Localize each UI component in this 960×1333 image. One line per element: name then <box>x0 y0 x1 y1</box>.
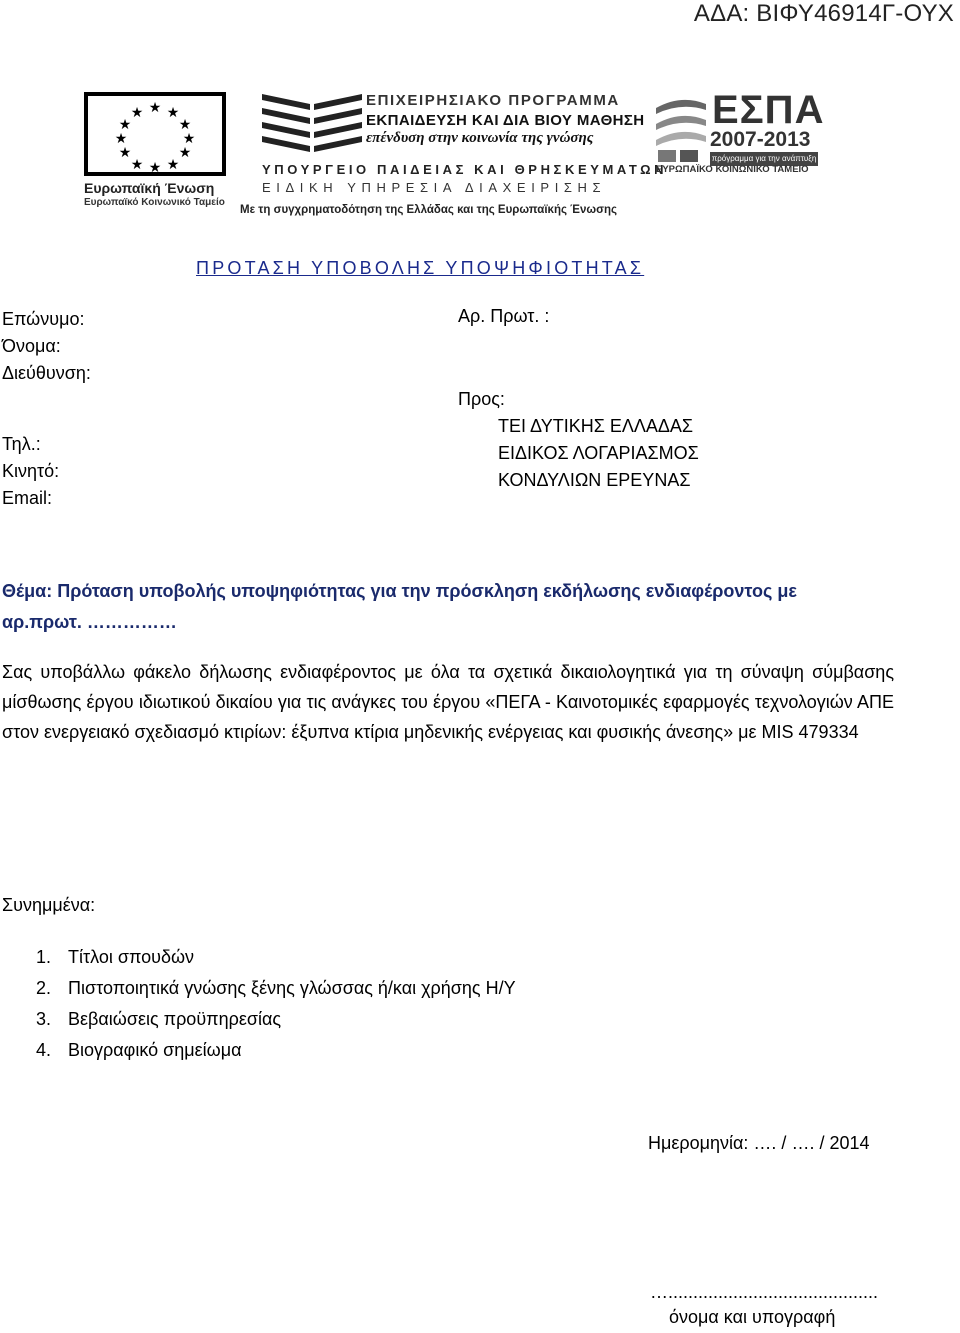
phone-label: Τηλ.: <box>2 434 41 454</box>
svg-text:★: ★ <box>178 145 192 161</box>
cofunding-note: Με τη συγχρηματοδότηση της Ελλάδας και της Ευρωπαϊκής Ένωσης <box>240 204 617 216</box>
espa-fund: ΕΥΡΩΠΑΪΚΟ ΚΟΙΝΩΝΙΚΟ ΤΑΜΕΙΟ <box>656 164 809 175</box>
email-label: Email: <box>2 488 53 508</box>
svg-text:★: ★ <box>118 117 132 133</box>
recipient-to: Προς: <box>458 389 505 409</box>
svg-text:★: ★ <box>178 117 192 133</box>
managing-authority: ΕΙΔΙΚΗ ΥΠΗΡΕΣΙΑ ΔΙΑΧΕΙΡΙΣΗΣ <box>262 180 607 195</box>
recipient-line-2: ΕΙΔΙΚΟΣ ΛΟΓΑΡΙΑΣΜΟΣ <box>498 443 699 463</box>
protocol-number: Αρ. Πρωτ. : <box>458 306 550 326</box>
espa-slogan: πρόγραμμα για την ανάπτυξη <box>710 152 818 166</box>
attachments-title: Συνημμένα: <box>2 895 96 915</box>
recipient-line-3: ΚΟΝΔΥΛΙΩΝ ΕΡΕΥΝΑΣ <box>498 470 691 490</box>
address-label: Διεύθυνση: <box>2 363 91 383</box>
svg-text:★: ★ <box>148 160 162 176</box>
programme-title: ΕΠΙΧΕΙΡΗΣΙΑΚΟ ΠΡΟΓΡΑΜΜΑ <box>366 92 620 109</box>
eu-small-flag-icon <box>680 150 698 162</box>
eu-flag-icon <box>84 92 226 176</box>
eu-logo <box>84 92 234 208</box>
svg-text:★: ★ <box>182 131 196 147</box>
recipient-line-1: ΤΕΙ ΔΥΤΙΚΗΣ ΕΛΛΑΔΑΣ <box>498 416 694 436</box>
programme-book-icon <box>262 94 362 154</box>
eu-name: Ευρωπαϊκή Ένωση <box>84 180 215 196</box>
list-item: 4. Βιογραφικό σημείωμα <box>36 1040 242 1060</box>
date-field: Ημερομηνία: …. / …. / 2014 <box>648 1133 870 1153</box>
svg-text:★: ★ <box>130 157 144 173</box>
subject-line: Θέμα: Πρόταση υποβολής υποψηφιότητας για την πρόσκληση εκδήλωσης ενδιαφέροντος με αρ.πρωτ. …………… <box>2 581 797 632</box>
recipient-block <box>458 386 699 494</box>
list-item: 1. Τίτλοι σπουδών <box>36 947 195 967</box>
svg-text:★: ★ <box>166 105 180 121</box>
list-item: 3. Βεβαιώσεις προϋπηρεσίας <box>36 1009 282 1029</box>
body-paragraph: Σας υποβάλλω φάκελο δήλωσης ενδιαφέροντος με όλα τα σχετικά δικαιολογητικά για τη σύναψη σύμβασης μίσθωσης έργου ιδιωτικού δικαίου για τις ανάγκες του έργου «ΠΕΓΑ - Καινοτομικές εφαρμογές τεχνολογιών ΑΠΕ στον ενεργειακό σχεδιασμό κτιρίων: έξυπνα κτίρια μηδενικής ενέργειας και φυσικής άνεσης» με MIS 479334 <box>2 662 894 742</box>
document-heading: ΠΡΟΤΑΣΗ ΥΠΟΒΟΛΗΣ ΥΠΟΨΗΦΙΟΤΗΤΑΣ <box>196 258 645 278</box>
attachments-list <box>36 942 516 1066</box>
signature-label: όνομα και υπογραφή <box>669 1307 836 1327</box>
svg-text:★: ★ <box>114 131 128 147</box>
espa-swoosh-icon <box>654 94 708 164</box>
greek-flag-icon <box>658 150 676 162</box>
programme-slogan: επένδυση στην κοινωνία της γνώσης <box>366 130 594 146</box>
ministry-name: ΥΠΟΥΡΓΕΙΟ ΠΑΙΔΕΙΑΣ ΚΑΙ ΘΡΗΣΚΕΥΜΑΤΩΝ <box>262 162 668 177</box>
svg-text:★: ★ <box>118 145 132 161</box>
svg-text:★: ★ <box>166 157 180 173</box>
list-item: 2. Πιστοποιητικά γνώσης ξένης γλώσσας ή/και χρήσης Η/Υ <box>36 978 516 998</box>
espa-years: 2007-2013 <box>710 128 811 151</box>
espa-title: ΕΣΠΑ <box>712 88 825 132</box>
signature-line: ….......................................... <box>650 1282 879 1302</box>
ada-code: ΑΔΑ: ΒΙΦΥ46914Γ-ΟΥΧ <box>693 0 954 27</box>
svg-text:★: ★ <box>130 105 144 121</box>
name-label: Όνομα: <box>2 336 61 356</box>
surname-label: Επώνυμο: <box>2 309 85 329</box>
eu-fund: Ευρωπαϊκό Κοινωνικό Ταμείο <box>84 197 225 208</box>
programme-subtitle: ΕΚΠΑΙΔΕΥΣΗ ΚΑΙ ΔΙΑ ΒΙΟΥ ΜΑΘΗΣΗ <box>366 112 645 129</box>
svg-text:★: ★ <box>148 100 162 116</box>
applicant-fields <box>2 306 91 512</box>
mobile-label: Κινητό: <box>2 461 60 481</box>
